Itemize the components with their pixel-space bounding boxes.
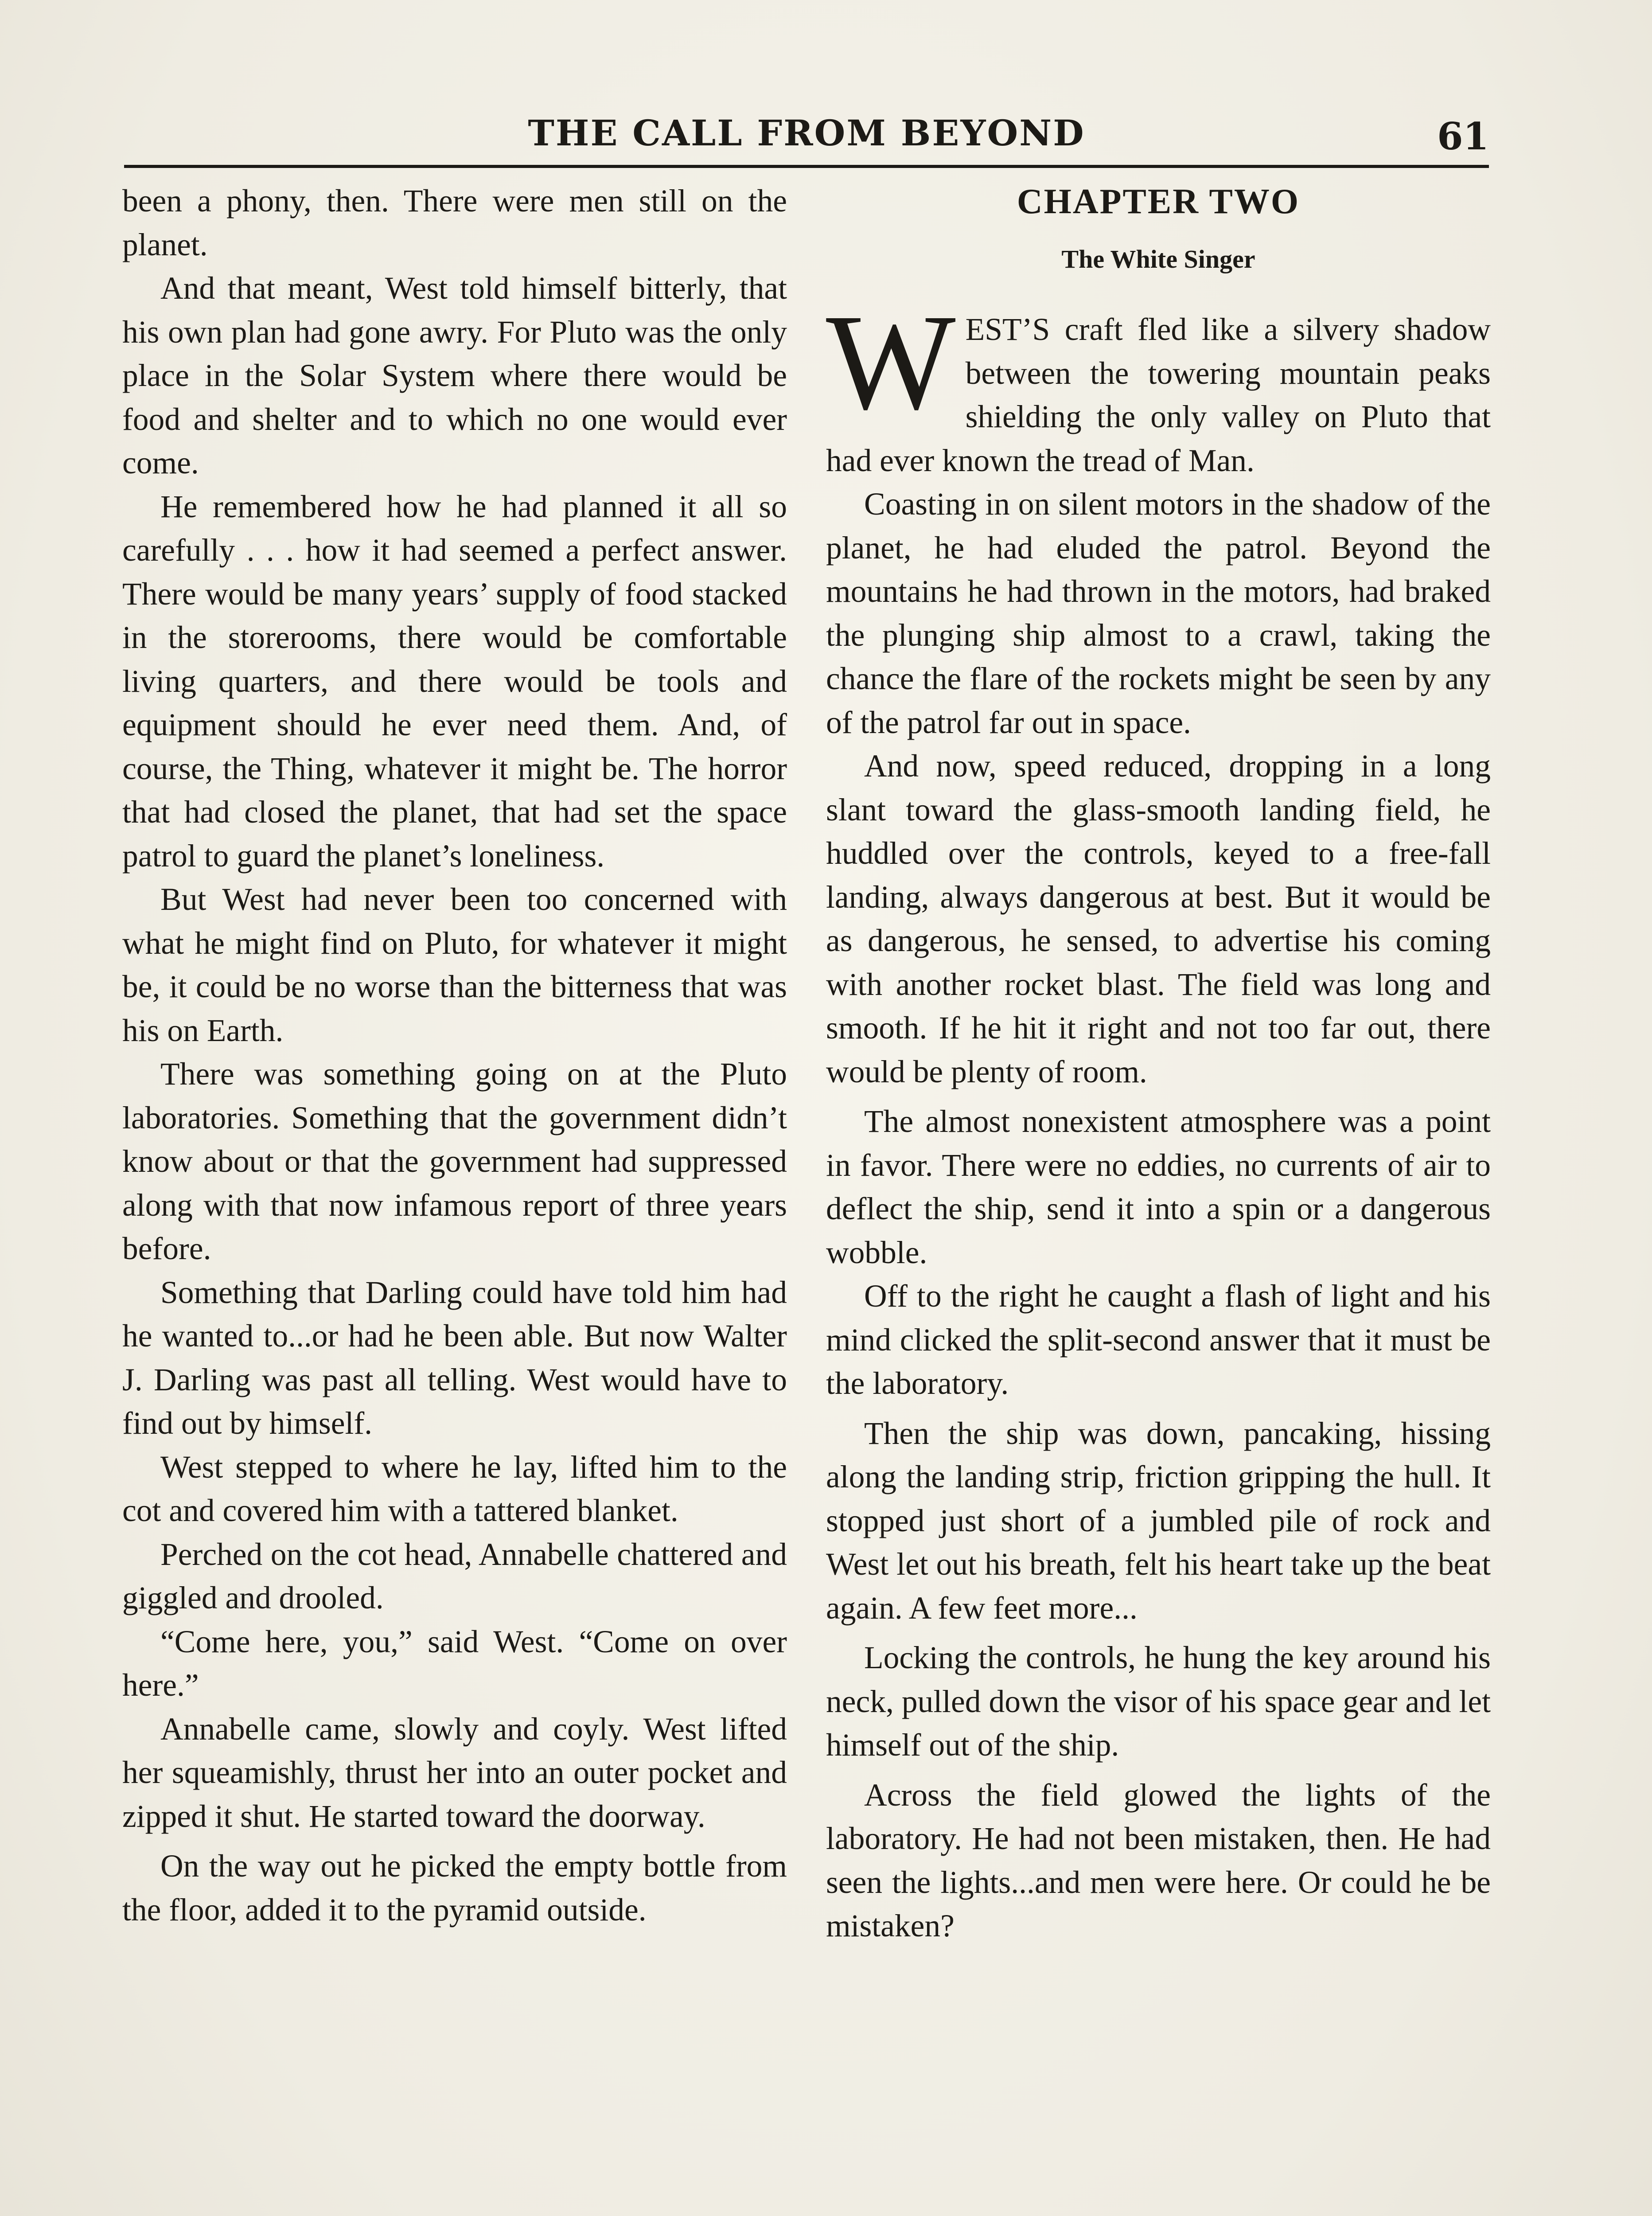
left-column: [122, 179, 787, 1932]
paragraph: And that meant, West told himself bitterly, that his own plan had gone awry. For Pluto was the only place in the Solar System where there would be food and shelter and to which no one would ever come.: [122, 271, 787, 480]
paragraph: Locking the controls, he hung the key around his neck, pulled down the visor of his space gear and let himself out of the ship.: [826, 1640, 1491, 1763]
paragraph: On the way out he picked the empty bottle from the floor, added it to the pyramid outside.: [122, 1849, 787, 1927]
paragraph: been a phony, then. There were men still on the planet.: [122, 183, 787, 262]
header-rule: [124, 165, 1489, 168]
right-column: [826, 179, 1491, 1948]
paragraph: “Come here, you,” said West. “Come on over here.”: [122, 1624, 787, 1703]
paragraph: Then the ship was down, pancaking, hissing along the landing strip, friction gripping the hull. It stopped just short of a jumbled pile of rock and West let out his breath, felt his heart take up the beat again. A few feet more...: [826, 1416, 1491, 1626]
paragraph: There was something going on at the Pluto laboratories. Something that the government didn’t know about or that the government had suppressed along with that now infamous report of three years before.: [122, 1057, 787, 1266]
page-header: [124, 109, 1489, 157]
paragraph: He remembered how he had planned it all so carefully . . . how it had seemed a perfect answer. There would be many years’ supply of food stacked in the storerooms, there would be comfortable living quarters, and there would be tools and equipment should he ever need them. And, of course, the Thing, whatever it might be. The horror that had closed the planet, that had set the space patrol to guard the planet’s loneliness.: [122, 489, 787, 874]
paragraph: Something that Darling could have told him had he wanted to...or had he been able. But now Walter J. Darling was past all telling. West would have to find out by himself.: [122, 1275, 787, 1441]
opening-paragraph: [826, 286, 1491, 483]
opening-text: EST’S craft fled like a silvery shadow between the towering mountain peaks shielding the only valley on Pluto that had ever known the tread of Man.: [826, 312, 1491, 478]
paragraph: Across the field glowed the lights of the laboratory. He had not been mistaken, then. He had seen the lights...and men were here. Or could he be mistaken?: [826, 1777, 1491, 1943]
paragraph: Coasting in on silent motors in the shadow of the planet, he had eluded the patrol. Beyond the mountains he had thrown in the motors, had braked the plunging ship almost to a crawl, taking the chance the flare of the rockets might be seen by any of the patrol far out in space.: [826, 487, 1491, 740]
paragraph: Annabelle came, slowly and coyly. West lifted her squeamishly, thrust her into an outer pocket and zipped it shut. He started toward the doorway.: [122, 1711, 787, 1834]
running-title: THE CALL FROM BEYOND: [528, 112, 1085, 154]
chapter-heading: CHAPTER TWO: [1017, 182, 1300, 221]
drop-cap: W: [826, 286, 956, 438]
page-number: 61: [1437, 114, 1489, 158]
paragraph: And now, speed reduced, dropping in a long slant toward the glass-smooth landing field, he huddled over the controls, keyed to a free-fall landing, always dangerous at best. But it would be as dangerous, he sensed, to advertise his coming with another rocket blast. The field was long and smooth. If he hit it right and not too far out, there would be plenty of room.: [826, 749, 1491, 1089]
chapter-subtitle: The White Singer: [1061, 245, 1255, 273]
paragraph: The almost nonexistent atmosphere was a point in favor. There were no eddies, no currents of air to deflect the ship, send it into a spin or a dangerous wobble.: [826, 1104, 1491, 1270]
paragraph: Perched on the cot head, Annabelle chattered and giggled and drooled.: [122, 1537, 787, 1615]
paragraph: Off to the right he caught a flash of light and his mind clicked the split-second answer that it must be the laboratory.: [826, 1279, 1491, 1401]
paragraph: West stepped to where he lay, lifted him to the cot and covered him with a tattered blanket.: [122, 1449, 787, 1528]
paragraph: But West had never been too concerned with what he might find on Pluto, for whatever it might be, it could be no worse than the bitterness that was his on Earth.: [122, 882, 787, 1048]
